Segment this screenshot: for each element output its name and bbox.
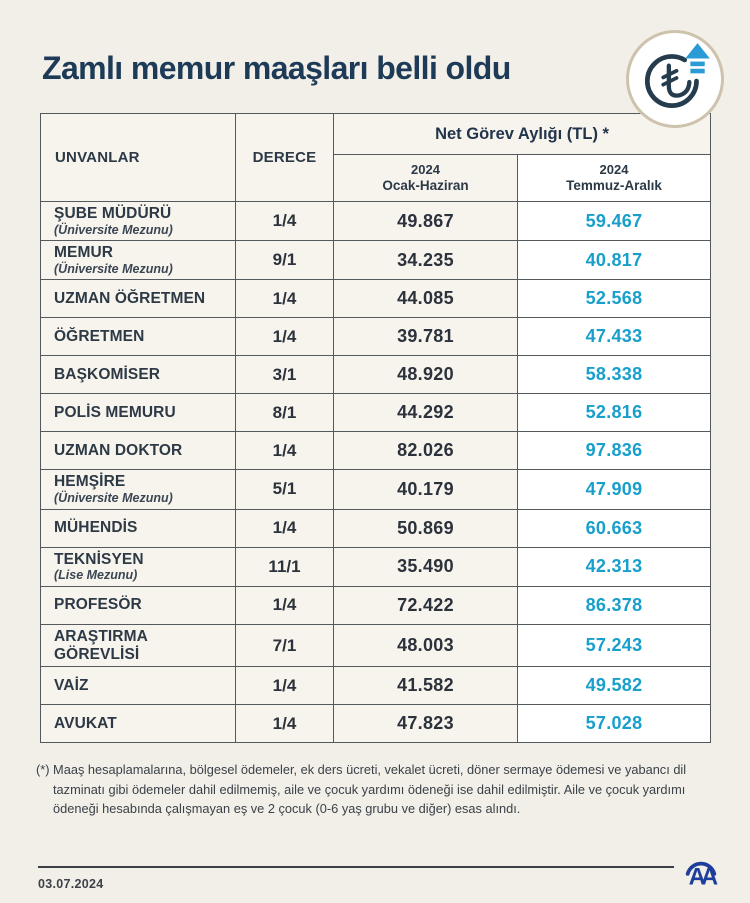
unvan-label: MÜHENDİS: [54, 519, 138, 537]
unvan-label: ŞUBE MÜDÜRÜ: [54, 205, 172, 222]
table-header: [41, 114, 711, 202]
unvan-label: HEMŞİRE: [54, 473, 126, 491]
cell-derece: 1/4: [236, 509, 334, 547]
table-row: [41, 509, 711, 547]
unvan-note: (Üniversite Mezunu): [54, 222, 173, 237]
unvan-label: ARAŞTIRMA GÖREVLİSİ: [54, 627, 148, 663]
cell-unvan: [41, 470, 236, 509]
cell-ocak-haziran: 44.085: [334, 280, 518, 318]
cell-derece: 9/1: [236, 241, 334, 280]
table-row: [41, 624, 711, 667]
table-row: [41, 356, 711, 394]
cell-unvan: [41, 318, 236, 356]
cell-derece: 8/1: [236, 394, 334, 432]
unvan-label: VAİZ: [54, 676, 89, 694]
period1-year: 2024: [411, 162, 440, 178]
cell-ocak-haziran: 40.179: [334, 470, 518, 509]
unvan-note: (Lise Mezunu): [54, 568, 138, 583]
cell-derece: 11/1: [236, 547, 334, 586]
unvan-note: (Üniversite Mezunu): [54, 491, 173, 506]
unvan-label: AVUKAT: [54, 714, 117, 732]
cell-unvan: [41, 509, 236, 547]
cell-temmuz-aralik: 57.028: [518, 705, 711, 743]
table-row: [41, 202, 711, 241]
cell-temmuz-aralik: 60.663: [518, 509, 711, 547]
cell-ocak-haziran: 44.292: [334, 394, 518, 432]
table-row: [41, 705, 711, 743]
table-row: [41, 432, 711, 470]
cell-unvan: [41, 241, 236, 280]
cell-unvan: [41, 586, 236, 624]
header-row-group: [41, 114, 711, 155]
footnote: (*) Maaş hesaplamalarına, bölgesel ödemeler, ek ders ücreti, vekalet ücreti, döner sermaye ödemesi ve yabancı dil tazminatı gibi ödemeler dahil edilmemiş, aile ve çocuk yardımı ödeneği ise dahil edilmiştir. Aile ve çocuk yardımı ödeneği hesabında çalışmayan eş ve 2 çocuk (0-6 yaş grubu ve diğer) esas alındı.: [36, 762, 687, 816]
col-header-period1: [334, 155, 518, 202]
cell-temmuz-aralik: 52.816: [518, 394, 711, 432]
period1-label: Ocak-Haziran: [382, 177, 469, 193]
cell-ocak-haziran: 82.026: [334, 432, 518, 470]
cell-ocak-haziran: 41.582: [334, 667, 518, 705]
table-row: [41, 470, 711, 509]
cell-ocak-haziran: 50.869: [334, 509, 518, 547]
cell-derece: 1/4: [236, 432, 334, 470]
table-row: [41, 586, 711, 624]
unvan-note: (Üniversite Mezunu): [54, 262, 173, 276]
col-header-unvanlar: UNVANLAR: [41, 114, 236, 202]
cell-unvan: [41, 667, 236, 705]
cell-ocak-haziran: 39.781: [334, 318, 518, 356]
cell-derece: 1/4: [236, 586, 334, 624]
cell-temmuz-aralik: 58.338: [518, 356, 711, 394]
table-row: [41, 547, 711, 586]
table-row: [41, 394, 711, 432]
unvan-label: TEKNİSYEN: [54, 550, 144, 568]
cell-derece: 1/4: [236, 667, 334, 705]
publish-date: 03.07.2024: [38, 877, 104, 891]
cell-ocak-haziran: 35.490: [334, 547, 518, 586]
cell-temmuz-aralik: 59.467: [518, 202, 711, 241]
cell-derece: 5/1: [236, 470, 334, 509]
cell-derece: 3/1: [236, 356, 334, 394]
cell-temmuz-aralik: 47.433: [518, 318, 711, 356]
col-header-period2: [518, 155, 711, 202]
unvan-label: MEMUR: [54, 244, 114, 262]
cell-unvan: [41, 432, 236, 470]
cell-unvan: [41, 356, 236, 394]
header: [0, 0, 750, 87]
cell-temmuz-aralik: 47.909: [518, 470, 711, 509]
cell-temmuz-aralik: 42.313: [518, 547, 711, 586]
cell-unvan: [41, 624, 236, 667]
unvan-label: PROFESÖR: [54, 596, 142, 614]
cell-ocak-haziran: 49.867: [334, 202, 518, 241]
table-row: [41, 241, 711, 280]
cell-ocak-haziran: 34.235: [334, 241, 518, 280]
col-header-net-gorev-ayligi: Net Görev Aylığı (TL) *: [334, 114, 711, 155]
cell-temmuz-aralik: 52.568: [518, 280, 711, 318]
cell-unvan: [41, 394, 236, 432]
cell-unvan: [41, 547, 236, 586]
cell-unvan: [41, 280, 236, 318]
salary-table: [40, 113, 711, 743]
salary-table-body: [41, 202, 711, 743]
cell-ocak-haziran: 48.003: [334, 624, 518, 667]
page-title: Zamlı memur maaşları belli oldu: [42, 50, 511, 86]
table-row: [41, 318, 711, 356]
cell-ocak-haziran: 47.823: [334, 705, 518, 743]
cell-unvan: [41, 202, 236, 241]
col-header-derece: DERECE: [236, 114, 334, 202]
svg-text:AA: AA: [688, 863, 714, 891]
cell-ocak-haziran: 72.422: [334, 586, 518, 624]
cell-derece: 1/4: [236, 280, 334, 318]
cell-temmuz-aralik: 40.817: [518, 241, 711, 280]
divider-line: [38, 866, 674, 868]
cell-temmuz-aralik: 86.378: [518, 586, 711, 624]
unvan-label: BAŞKOMİSER: [54, 365, 161, 383]
cell-derece: 1/4: [236, 705, 334, 743]
cell-temmuz-aralik: 49.582: [518, 667, 711, 705]
table-row: [41, 280, 711, 318]
footer-main: [38, 851, 674, 891]
cell-temmuz-aralik: 57.243: [518, 624, 711, 667]
cell-ocak-haziran: 48.920: [334, 356, 518, 394]
aa-logo: [682, 851, 720, 891]
unvan-label: ÖĞRETMEN: [54, 327, 145, 345]
cell-unvan: [41, 705, 236, 743]
table-row: [41, 667, 711, 705]
lira-coin-arrow-graphic: [634, 38, 716, 120]
cell-derece: 7/1: [236, 624, 334, 667]
unvan-label: UZMAN DOKTOR: [54, 441, 183, 459]
period2-label: Temmuz-Aralık: [566, 177, 662, 193]
cell-derece: 1/4: [236, 202, 334, 241]
period2-year: 2024: [599, 162, 629, 178]
lira-increase-icon: [626, 30, 724, 128]
cell-temmuz-aralik: 97.836: [518, 432, 711, 470]
unvan-label: POLİS MEMURU: [54, 403, 176, 421]
cell-derece: 1/4: [236, 318, 334, 356]
unvan-label: UZMAN ÖĞRETMEN: [54, 289, 206, 307]
footer: [38, 851, 720, 891]
